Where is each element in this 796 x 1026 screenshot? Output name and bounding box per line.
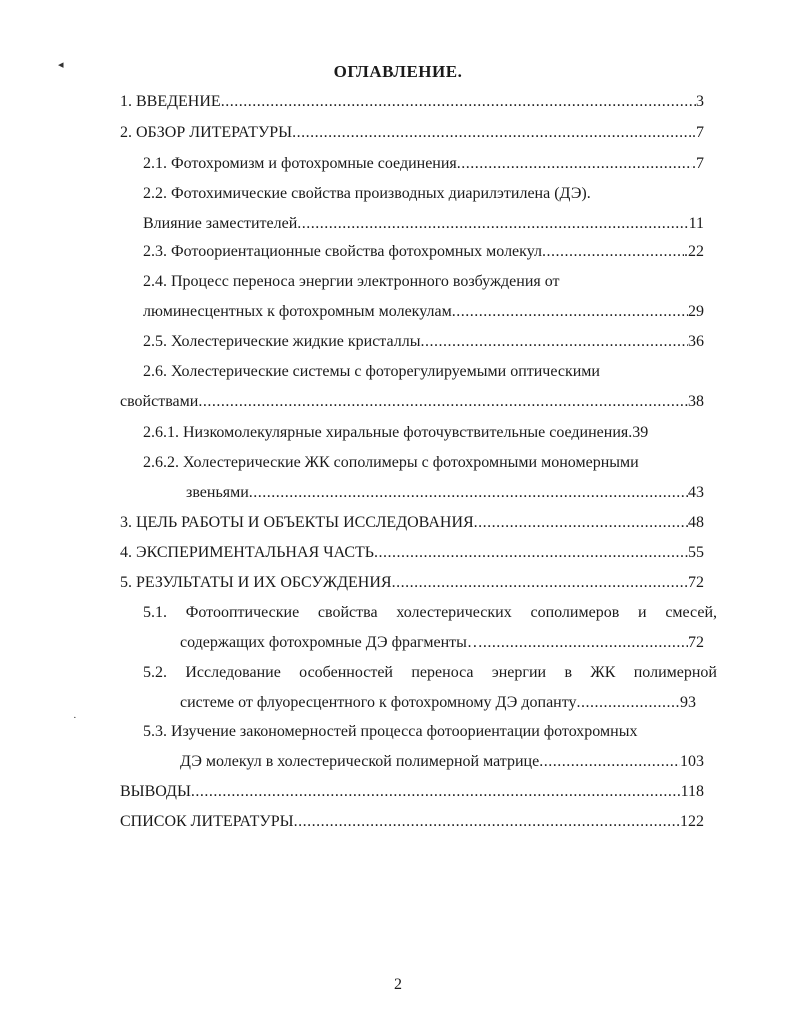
toc-entry-experimental [120, 541, 704, 565]
toc-entry-5-1-continuation [180, 631, 704, 655]
dot-leader [483, 631, 688, 655]
toc-entry-2-4-continuation [143, 300, 704, 324]
toc-entry-text: 1. ВВЕДЕНИЕ [120, 93, 221, 110]
toc-entry-page: 38 [688, 393, 704, 410]
page-title: ОГЛАВЛЕНИЕ. [333, 62, 463, 81]
toc-entry-5-1: 5.1. Фотооптические свойства холестерических сополимеров и смесей, [143, 604, 717, 621]
toc-entry-references [120, 810, 704, 834]
toc-entry-text: 2.1. Фотохромизм и фотохромные соединения [143, 155, 457, 172]
toc-entry-2-2: 2.2. Фотохимические свойства производных диарилэтилена (ДЭ). [143, 185, 591, 202]
toc-entry-conclusions [120, 780, 704, 804]
dot-leader [577, 691, 680, 715]
dot-leader [474, 511, 688, 535]
toc-entry-objectives [120, 511, 704, 535]
toc-entry-2-6: 2.6. Холестерические системы с фоторегулируемыми оптическими [143, 363, 600, 380]
toc-entry-page: 3 [696, 93, 704, 110]
toc-entry-text: люминесцентных к фотохромным молекулам [143, 303, 452, 320]
toc-entry-2-5 [143, 330, 704, 354]
dot-leader [294, 810, 680, 834]
toc-entry-text: 2.6.1. Низкомолекулярные хиральные фоточувствительные соединения. [143, 424, 633, 441]
toc-entry-literature-review [120, 121, 704, 145]
toc-entry-page: 72 [688, 634, 704, 651]
dot-leader [452, 300, 688, 324]
toc-entry-page: 39 [632, 424, 649, 441]
page-number: 2 [394, 976, 402, 993]
toc-entry-page: 48 [688, 514, 704, 531]
toc-entry-5-3: 5.3. Изучение закономерностей процесса фотоориентации фотохромных [143, 723, 638, 740]
toc-entry-2-6-2-continuation [186, 481, 704, 505]
toc-entry-text: ДЭ молекул в холестерической полимерной матрице [180, 753, 540, 770]
dot-leader [392, 571, 688, 595]
toc-entry-text: Влияние заместителей [143, 215, 298, 232]
dot-leader [457, 152, 692, 176]
toc-entry-2-2-continuation [143, 212, 704, 236]
dot-leader [539, 750, 680, 774]
toc-entry-page: 118 [680, 783, 704, 800]
dot-leader [374, 541, 688, 565]
toc-entry-text: 2. ОБЗОР ЛИТЕРАТУРЫ [120, 124, 293, 141]
dot-leader [297, 212, 688, 236]
toc-entry-results [120, 571, 704, 595]
toc-entry-5-2-continuation [180, 691, 696, 715]
toc-entry-2-6-1 [143, 421, 704, 445]
toc-entry-page: 72 [688, 574, 704, 591]
scan-speck: ◂ [58, 59, 64, 71]
toc-entry-page: 55 [688, 544, 704, 561]
toc-entry-page: 103 [680, 753, 704, 770]
scan-speck: · [73, 712, 77, 724]
toc-entry-2-3 [143, 240, 704, 264]
toc-entry-page: .22 [684, 243, 704, 260]
toc-entry-text: 4. ЭКСПЕРИМЕНТАЛЬНАЯ ЧАСТЬ [120, 544, 374, 561]
toc-entry-page: 93 [680, 694, 696, 711]
toc-entry-text: системе от флуоресцентного к фотохромному ДЭ допанту [180, 694, 577, 711]
toc-entry-page: 11 [688, 215, 704, 232]
toc-entry-2-1 [143, 152, 704, 176]
toc-entry-page: .7 [692, 124, 704, 141]
dot-leader [249, 481, 688, 505]
toc-entry-introduction [120, 90, 704, 114]
toc-entry-5-2: 5.2. Исследование особенностей переноса энергии в ЖК полимерной [143, 664, 717, 681]
toc-entry-text: 5. РЕЗУЛЬТАТЫ И ИХ ОБСУЖДЕНИЯ [120, 574, 392, 591]
toc-entry-text: ВЫВОДЫ [120, 783, 191, 800]
dot-leader [420, 330, 688, 354]
toc-entry-page: 43 [688, 484, 704, 501]
dot-leader [292, 121, 692, 145]
dot-leader [221, 90, 696, 114]
toc-entry-text: свойствами [120, 393, 199, 410]
toc-entry-page: 29 [688, 303, 704, 320]
toc-entry-text: содержащих фотохромные ДЭ фрагменты… [180, 634, 483, 651]
toc-entry-page: .7 [692, 155, 704, 172]
toc-entry-text: 2.5. Холестерические жидкие кристаллы [143, 333, 421, 350]
dot-leader [198, 390, 688, 414]
toc-entry-page: 36 [688, 333, 704, 350]
toc-entry-text: 2.3. Фотоориентационные свойства фотохромных молекул [143, 243, 542, 260]
toc-entry-page: 122 [680, 813, 704, 830]
toc-entry-2-6-continuation [120, 390, 704, 414]
toc-entry-2-6-2: 2.6.2. Холестерические ЖК сополимеры с фотохромными мономерными [143, 454, 639, 471]
dot-leader [542, 240, 684, 264]
toc-entry-5-3-continuation [180, 750, 704, 774]
toc-entry-text: 3. ЦЕЛЬ РАБОТЫ И ОБЪЕКТЫ ИССЛЕДОВАНИЯ [120, 514, 474, 531]
toc-entry-text: звеньями [186, 484, 249, 501]
toc-entry-2-4: 2.4. Процесс переноса энергии электронного возбуждения от [143, 273, 560, 290]
toc-entry-text: СПИСОК ЛИТЕРАТУРЫ [120, 813, 294, 830]
dot-leader [191, 780, 681, 804]
